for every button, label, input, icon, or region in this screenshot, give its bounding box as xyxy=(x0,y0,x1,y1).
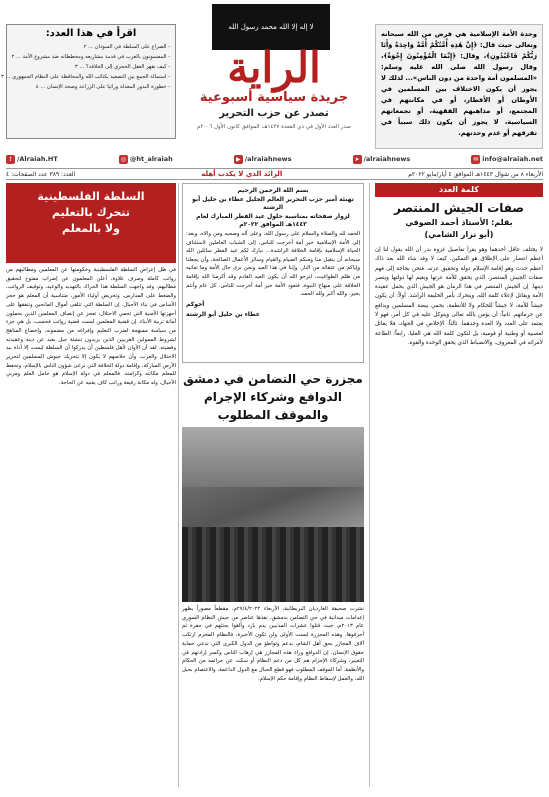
column-divider xyxy=(369,183,370,787)
palestine-article-banner xyxy=(6,183,176,263)
message-body: الحمد لله والصلاة والسلام على رسول الله، وعلى آله وصحبه ومن والاه، وبعد: إلى الأمة الإسلامية خير أمة أخرجت للناس، إلى الشباب العاملين لاستئناف الحياة الإسلامية بإقامة الخلافة الراشدة... نبارك لكم عيد الفطر سائلين الله سبحانه أن يتقبل منا ومنكم الصيام والقيام وسائر الأعمال الصالحة، وأن يجعلنا وإياكم من عتقائه من النار. وإننا في هذا العيد ونحن نرى حال الأمة وما تعانيه من ظلم الطواغيت، لنرجو الله أن يكون العيد القادم وقد أكرمنا الله بإقامة الخلافة على منهاج النبوة، فتعود الأمة خير أمة أخرجت للناس. كل عام وأنتم بخير، والله أكبر ولله الحمد. xyxy=(186,230,360,298)
flag-text: لا إله إلا الله محمد رسول الله xyxy=(228,23,314,31)
publisher-line: تصدر عن حزب التحرير xyxy=(219,108,329,119)
instagram-icon: ◎ xyxy=(120,155,126,163)
issue-number: العدد: ٣٨٩ عدد الصفحات: ٤ xyxy=(6,170,76,178)
palestine-article-body: في ظل إعراض السلطة الفلسطينية وحكومتها عن المعلمين ومطالبهم من رواتب كاملة وصرف علاوة، أعلن المعلمون عن إضراب مفتوح لتحقيق مطالبهم. وقد واجهت السلطة هذا الحراك بالتهديد والوعيد، وتوقيف الرواتب، والضغط على المدارس، وتحريض أولياء الأمور، متناسية أن المعلم هو حجر الأساس في بناء الأجيال. إن السلطة التي تتلقى أموال المانحين وتنفقها على أجهزتها الأمنية التي تحمي الاحتلال، تعجز عن إنصاف المعلمين الذين يحملون أمانة تربية الأبناء. إن قضية المعلمين ليست قضية رواتب فحسب، بل هي جزء من سياسة ممنهجة لضرب التعليم وإفراغه من مضمونه، وإخضاع المناهج لشروط الممولين الغربيين الذين يريدون تنشئة جيل بعيد عن دينه وعقيدته وقضيته. لقد آن الأوان لأهل فلسطين أن يدركوا أن السلطة ليست إلا أداة بيد الاحتلال والغرب، وأن خلاصهم لا يكون إلا بتحريك جيوش المسلمين لتحرير الأرض المباركة، وإقامة دولة الخلافة التي ترعى شؤون الناس بالإسلام، وتحفظ للمعلم مكانته وكرامته. فالمعلم في دولة الإسلام هو حامل العلم ومربي الأجيال، وله مكانة رفيعة وراتب كاف يغنيه عن الحاجة. xyxy=(6,267,176,387)
telegram-handle: /alraiahnews xyxy=(363,155,411,163)
syria-article-body: نشرت صحيفة الغارديان البريطانية، الأربعاء ٢٧/٤/٢٠٢٢م، مقطعاً مصوراً يظهر إعدامات ميدانية في حي التضامن بدمشق، نفذها عناصر من جيش النظام السوري عام ٢٠١٣م، حيث قتلوا عشرات المدنيين بدم بارد وألقوا بجثثهم في حفرة ثم أحرقوها. وهذه المجزرة ليست الأولى ولن تكون الأخيرة، فالنظام المجرم ارتكب آلاف المجازر بحق أهل الشام، بدعم وتواطؤ من الدول الكبرى التي تدعي حماية حقوق الإنسان. إن الدوافع وراء هذه المجازر هي إرهاب الناس وكسر إرادتهم في التغيير، وشركاء الإجرام هم كل من دعم النظام أو سكت عن جرائمه من الحكام والأنظمة. أما الموقف المطلوب فهو قطع الحبال مع الدول الداعمة، والاعتصام بحبل الله، والعمل لإسقاط النظام وإقامة حكم الإسلام. xyxy=(182,606,364,682)
email-link[interactable] xyxy=(471,155,543,164)
email-icon: ✉ xyxy=(473,155,479,163)
banner-line: تتحرك بالتعليم xyxy=(52,206,130,219)
banner-line: ولا بالمعلم xyxy=(62,222,120,235)
twitter-handle: /Alraiah.HT xyxy=(17,155,58,163)
social-bar xyxy=(6,152,543,166)
twitter-icon: t xyxy=(6,155,15,164)
message-signature: عطاء بن خليل أبو الرشتة xyxy=(186,311,260,319)
message-heading: تهنئة أمير حزب التحرير العالم الجليل عطاء بن خليل أبو الرشتة xyxy=(192,195,354,212)
contents-item[interactable]: - خطورة البذور المعدلة وراثيا على الزراعة وصحة الإنسان ... ٤ xyxy=(35,84,170,90)
message-subheading: لزوار صفحاته بمناسبة حلول عيد الفطر المبارك لعام ١٤٤٣هـ الموافق ٢٠٢٢م xyxy=(196,212,350,229)
instagram-link[interactable] xyxy=(119,155,173,164)
motto: الرائد الذي لا يكذب أهله xyxy=(201,170,283,178)
basmala: بسم الله الرحمن الرحيم xyxy=(237,187,309,194)
contents-item[interactable]: - الصراع على السلطة في السودان ... ٢ xyxy=(83,44,170,50)
photo-crowd xyxy=(182,527,364,602)
verse-box: وحدة الأمة الإسلامية هي فرض من الله سبحانه وتعالى حيث قال: ﴿إِنَّ هَٰذِهِ أُمَّتُكُمْ أُمَّةً وَاحِدَةً وَأَنَا رَبُّكُمْ فَاعْبُدُونِ﴾، وقال: ﴿إِنَّمَا الْمُؤْمِنُونَ إِخْوَةٌ﴾، وقال رسول الله صلى الله عليه وسلم: «المسلمون أمة واحدة من دون الناس»... لذلك لا يجوز أن يكون الاختلاف بين المسلمين في الأوطان أو الأقطار، أو في مكانتهم في المجتمع، أو مذاهبهم الفقهية، أو تجمعاتهم السياسية، لا يجوز أن يكون ذلك سبباً في تفرقهم أو عدم وحدتهم. xyxy=(375,24,543,149)
syria-article-subtitle: الدوافع وشركاء الإجرام والموقف المطلوب xyxy=(204,390,342,422)
editorial-title[interactable]: صفات الجيش المنتصر xyxy=(393,201,525,215)
telegram-link[interactable] xyxy=(353,155,411,164)
contents-title: اقرأ في هذا العدد: xyxy=(45,28,137,39)
youtube-handle: /alraiahnews xyxy=(244,155,292,163)
eid-message xyxy=(182,183,364,363)
column-divider xyxy=(178,183,179,787)
editorial-author: بقلم: الأستاذ أحمد الصوفي xyxy=(405,218,513,227)
issue-strip xyxy=(6,168,543,180)
editorial-body: لا يختلف عاقل أحدهما وهو يقرأ تفاصيل غزوة بدر أن الله يقول لنا إن أعظم انتصار على الإطلاق هو التمكين. كيف لا وقد شاء الله بعد ذاك أعظم حدث وهو إقامة الإسلام دولة وتحقيق عزته. فنحن بحاجة إلى فهم صفات الجيش المنتصر، الذي يحقق للأمة عزتها ويقيم لها دولتها وينصر دينها. إن الجيش المنتصر في هذا الزمان هو الجيش الذي يحمل عقيدة الأمة ويقاتل لإعلاء كلمة الله، ويتحرك بأمر الخليفة الراشد. أولاً: أن يكون جيشاً للأمة، لا جيشاً للحكام ولا للأنظمة، يحمي بيضة المسلمين ويدافع عن حرماتهم. ثانياً: أن يؤمن بالله تعالى ويتوكل عليه في كل أمر، فهو لا يعتمد على العدد ولا العدة وحدهما. ثالثاً: الإخلاص في الجهاد، فلا يقاتل لعصبية أو وطنية أو قومية، بل لتكون كلمة الله هي العليا. رابعاً: الطاعة لأمرائه في المعروف، والانضباط الذي يحقق الوحدة والقوة. xyxy=(375,247,543,346)
instagram-handle: @ht_alraiah xyxy=(129,155,173,163)
newspaper-title: الراية xyxy=(227,43,321,92)
contents-box xyxy=(1,24,176,139)
youtube-link[interactable] xyxy=(234,155,292,164)
syria-article-title[interactable]: مجزرة حي التضامن في دمشق xyxy=(183,372,363,386)
syria-article-photo xyxy=(182,427,364,602)
twitter-link[interactable] xyxy=(6,155,58,164)
established-line: صدر العدد الأول في ذي القعدة ١٤٢٧هـ، الموافق كانون الأول ٢٠٠٦م xyxy=(197,124,351,130)
message-signoff: أخوكم xyxy=(186,300,205,308)
email-address: info@alraiah.net xyxy=(482,155,543,163)
contents-item[interactable]: - كيف نقهر العقل الحجري إلى الخلافة؟ ... ٣ xyxy=(74,64,170,70)
newspaper-subtitle: جريدة سياسية أسبوعية xyxy=(199,90,349,105)
contents-item[interactable]: - المضمونون بالغرب في قدمة مشاريعه ومخططاته ضد مشروع الأمة ... ٢ xyxy=(11,54,170,60)
editorial-author-alias: (أبو نزار الشامي) xyxy=(424,230,494,239)
newspaper-logo xyxy=(178,0,370,148)
banner-line[interactable]: السلطة الفلسطينية xyxy=(37,190,145,203)
youtube-icon: ▶ xyxy=(234,155,243,164)
editorial-column xyxy=(375,183,543,787)
contents-list xyxy=(1,42,170,92)
section-label: كلمة العدد xyxy=(375,183,543,197)
photo-sky xyxy=(182,427,364,487)
issue-date: الأربعاء ٨ من شوال ١٤٤٣هـ الموافق ٤ أيار/مايو ٢٠٢٢م xyxy=(408,170,543,178)
telegram-icon: ➤ xyxy=(354,155,360,163)
masthead xyxy=(0,0,549,148)
contents-item[interactable]: - استمالة الجمع بين التصعيد بكتائب الله والمحافظة على النظام الجمهوري ... ٣ xyxy=(1,74,170,80)
